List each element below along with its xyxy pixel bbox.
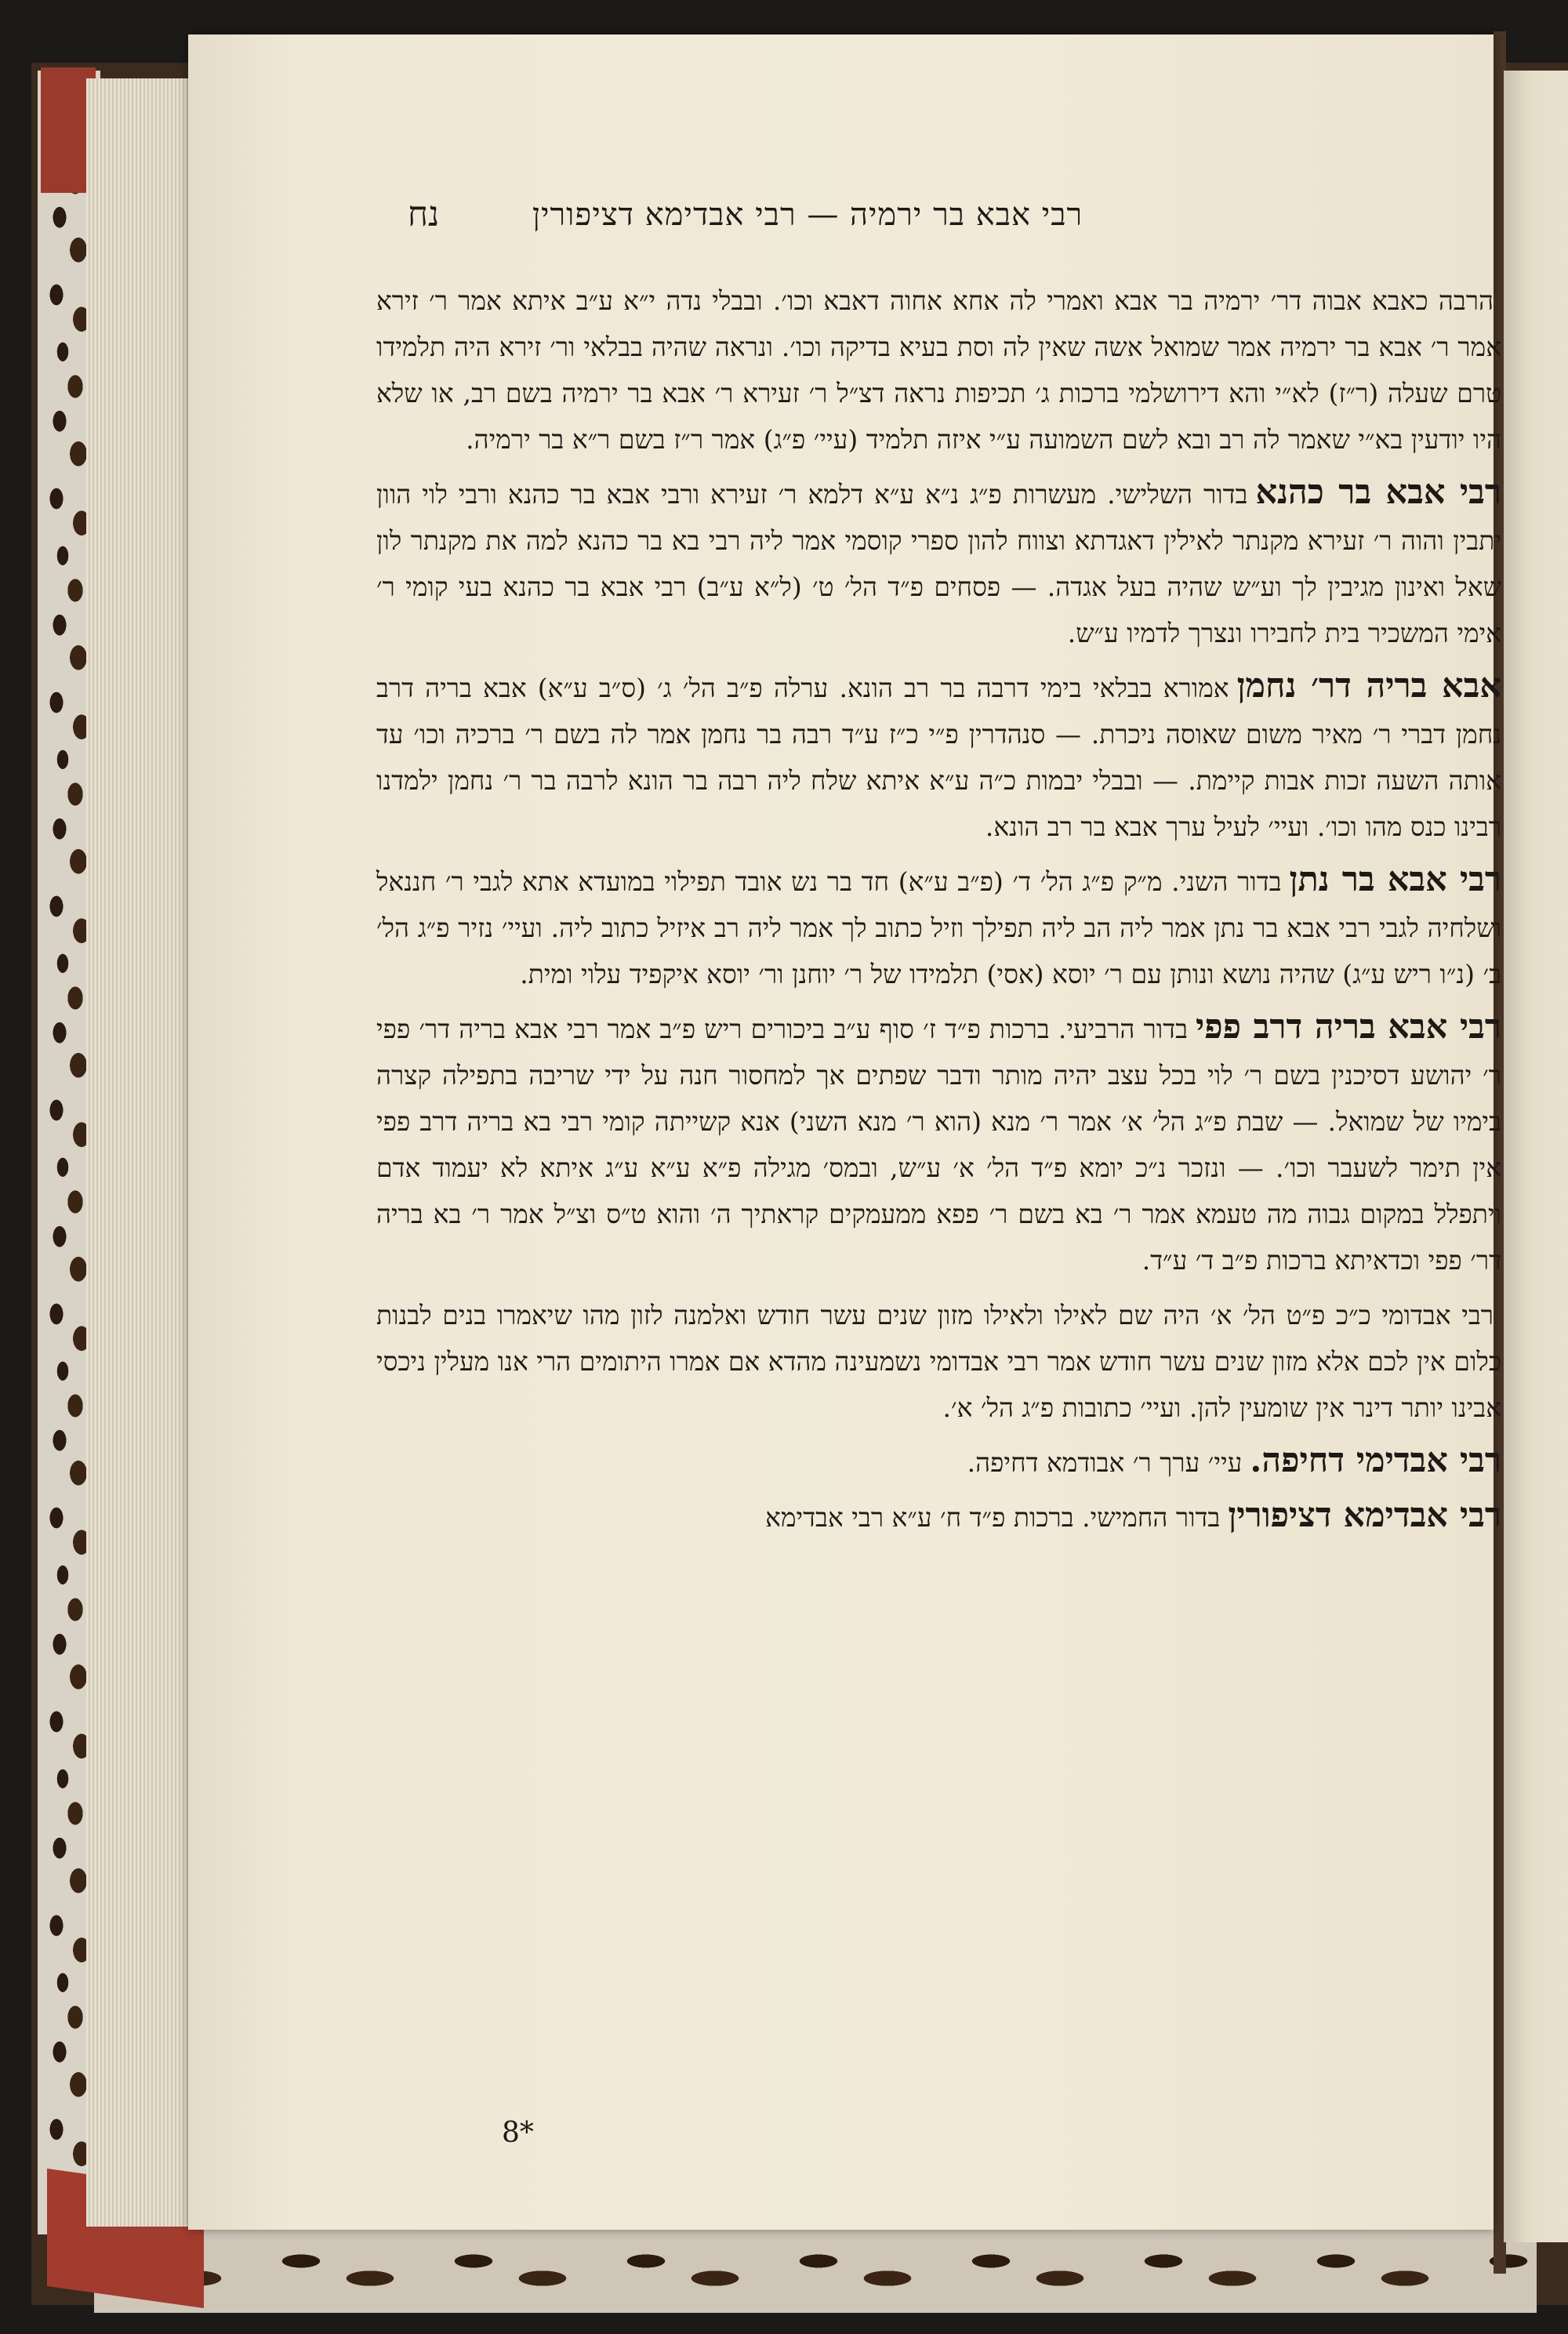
paragraph: [376, 470, 1501, 656]
entry-text: בדור הרביעי. ברכות פ״ד ז׳ סוף ע״ב ביכורים ריש פ״ב אמר רבי אבא בריה דר׳ פפי ר׳ יהושע דסיכנין בשם ר׳ לוי בכל עצב יהיה מותר ודבר שפתים אך למחסור חנה על ידי שריבה בתפילה קצרה בימיו של שמואל. — שבת פ״ג הל׳ א׳ אמר ר׳ מנא (הוא ר׳ מנא השני) אנא קשייתה קומי רבי בא בריה דרב פפי אין תימר לשעבר וכו׳. — ונזכר נ״כ יומא פ״ד הל׳ א׳ ע״ש, ובמס׳ מגילה פ״א ע״א ע״ג איתא לא יעמוד אדם ויתפלל במקום גבוה מה טעמא אמר ר׳ בא בשם ר׳ פפא ממעמקים קראתיך ה׳ והוא ט״ס וצ״ל אמר ר׳ בא בריה דר׳ פפי וכדאיתא ברכות פ״ב ד׳ ע״ד.: [376, 1014, 1501, 1276]
paragraph: [376, 857, 1501, 997]
page-number: נח: [408, 194, 440, 234]
entry-heading: רבי אבא בר כהנא: [1255, 473, 1501, 512]
marbled-edge-bottom: [94, 2227, 1537, 2313]
paragraph: [376, 663, 1501, 850]
paragraph: [376, 1004, 1501, 1283]
entry-text: בדור השלישי. מעשרות פ״ג נ״א ע״א דלמא ר׳ זעירא ורבי אבא בר כהנא ורבי לוי הוון יתבין והוה ר׳ זעירא מקנתר לאילין דאגדתא וצווח להון ספרי קוסמי אמר ליה רבי בא בר כהנא למה את מקנתר לון שאל ואינון מגיבין לך וע״ש שהיה בעל אגדה. — פסחים פ״ד הל׳ ט׳ (ל״א ע״ב) רבי אבא בר כהנא בעי קומי ר׳ אימי המשכיר בית לחבירו ונצרך לדמיו ע״ש.: [376, 479, 1501, 648]
signature-mark: 8*: [502, 2117, 534, 2149]
entry-heading: רבי אבא בר נתן: [1289, 860, 1501, 899]
running-header: רבי אבא בר ירמיה — רבי אבדימא דציפורין: [532, 197, 1083, 233]
entry-text: בדור השני. מ״ק פ״ג הל׳ ד׳ (פ״ב ע״א) חד בר נש אובד תפילוי במועדא אתא לגבי ר׳ חננאל ושלחיה לגבי רבי אבא בר נתן אמר ליה הב ליה תפילך וזיל כתוב לך אמר ליה רב איזיל כתוב ליה. ועיי׳ נזיר פ״ג הל׳ ב׳ (נ״ו ריש ע״ג) שהיה נושא ונותן עם ר׳ יוסא (אסי) תלמידו של ר׳ יוחנן ור׳ יוסא איקפיד עלוי ומית.: [376, 866, 1501, 989]
entry-text: רבי אבדומי כ״כ פ״ט הל׳ א׳ היה שם לאילו ולאילו מזון שנים עשר חודש ואלמנה לזון מהו שיאמרו בנים לבנות כלום אין לכם אלא מזון שנים עשר חודש אמר רבי אבדומי נשמעינה מהדא אם אמרו היתומים הרי אנו מעלין ניכסי אבינו יותר דינר אין שומעין להן. ועיי׳ כתובות פ״ג הל׳ א׳.: [376, 1300, 1501, 1423]
entry-text: בדור החמישי. ברכות פ״ד ח׳ ע״א רבי אבדימא: [765, 1502, 1221, 1533]
page-body: [376, 276, 1501, 2024]
page-stack-edges: [86, 78, 196, 2227]
entry-heading: רבי אבדימא דציפורין: [1228, 1496, 1501, 1535]
entry-heading: רבי אבדימי דחיפה.: [1250, 1441, 1501, 1480]
paragraph: [376, 1493, 1501, 1541]
paragraph: [376, 1438, 1501, 1486]
entry-heading: אבא בריה דר׳ נחמן: [1236, 666, 1501, 706]
paragraph: [376, 276, 1501, 463]
entry-text: הרבה כאבא אבוה דר׳ ירמיה בר אבא ואמרי לה אחא אחוה דאבא וכו׳. ובבלי נדה י״א ע״ב איתא אמר ר׳ זירא אמר ר׳ אבא בר ירמיה אמר שמואל אשה שאין לה וסת בעיא בדיקה וכו׳. ונראה שהיה בבלאי ור׳ זירא היה תלמידו טרם שעלה (ר״ז) לא״י והא דירושלמי ברכות ג׳ תכיפות נראה דצ״ל ר׳ זעירא ר׳ אבא בר ירמיה בשם רב, או שלא היו יודעין בא״י שאמר לה רב ובא לשם השמועה ע״י איזה תלמיד (עיי׳ פ״ג) אמר ר״ז בשם ר״א בר ירמיה.: [376, 285, 1502, 455]
entry-text: אמורא בבלאי בימי דרבה בר רב הונא. ערלה פ״ב הל׳ ג׳ (ס״ב ע״א) אבא בריה דרב נחמן דברי ר׳ מאיר משום שאוסה ניכרת. — סנהדרין פ״י כ״ז ע״ד רבה בר נחמן אמר לה בשם ר׳ ברכיה וכו׳ עד אותה השעה זכות אבות קיימת. — ובבלי יבמות כ״ה ע״א איתא שלח ליה רבה בר הונא לרבה בר ר׳ נחמן ילמדנו רבינו כנס מהו וכו׳. ועיי׳ לעיל ערך אבא בר רב הונא.: [376, 673, 1501, 842]
entry-heading: רבי אבא בריה דרב פפי: [1195, 1007, 1501, 1047]
facing-page-edge: [1504, 71, 1568, 2242]
entry-text: עיי׳ ערך ר׳ אבודמא דחיפה.: [967, 1447, 1243, 1478]
paragraph: [376, 1290, 1501, 1431]
